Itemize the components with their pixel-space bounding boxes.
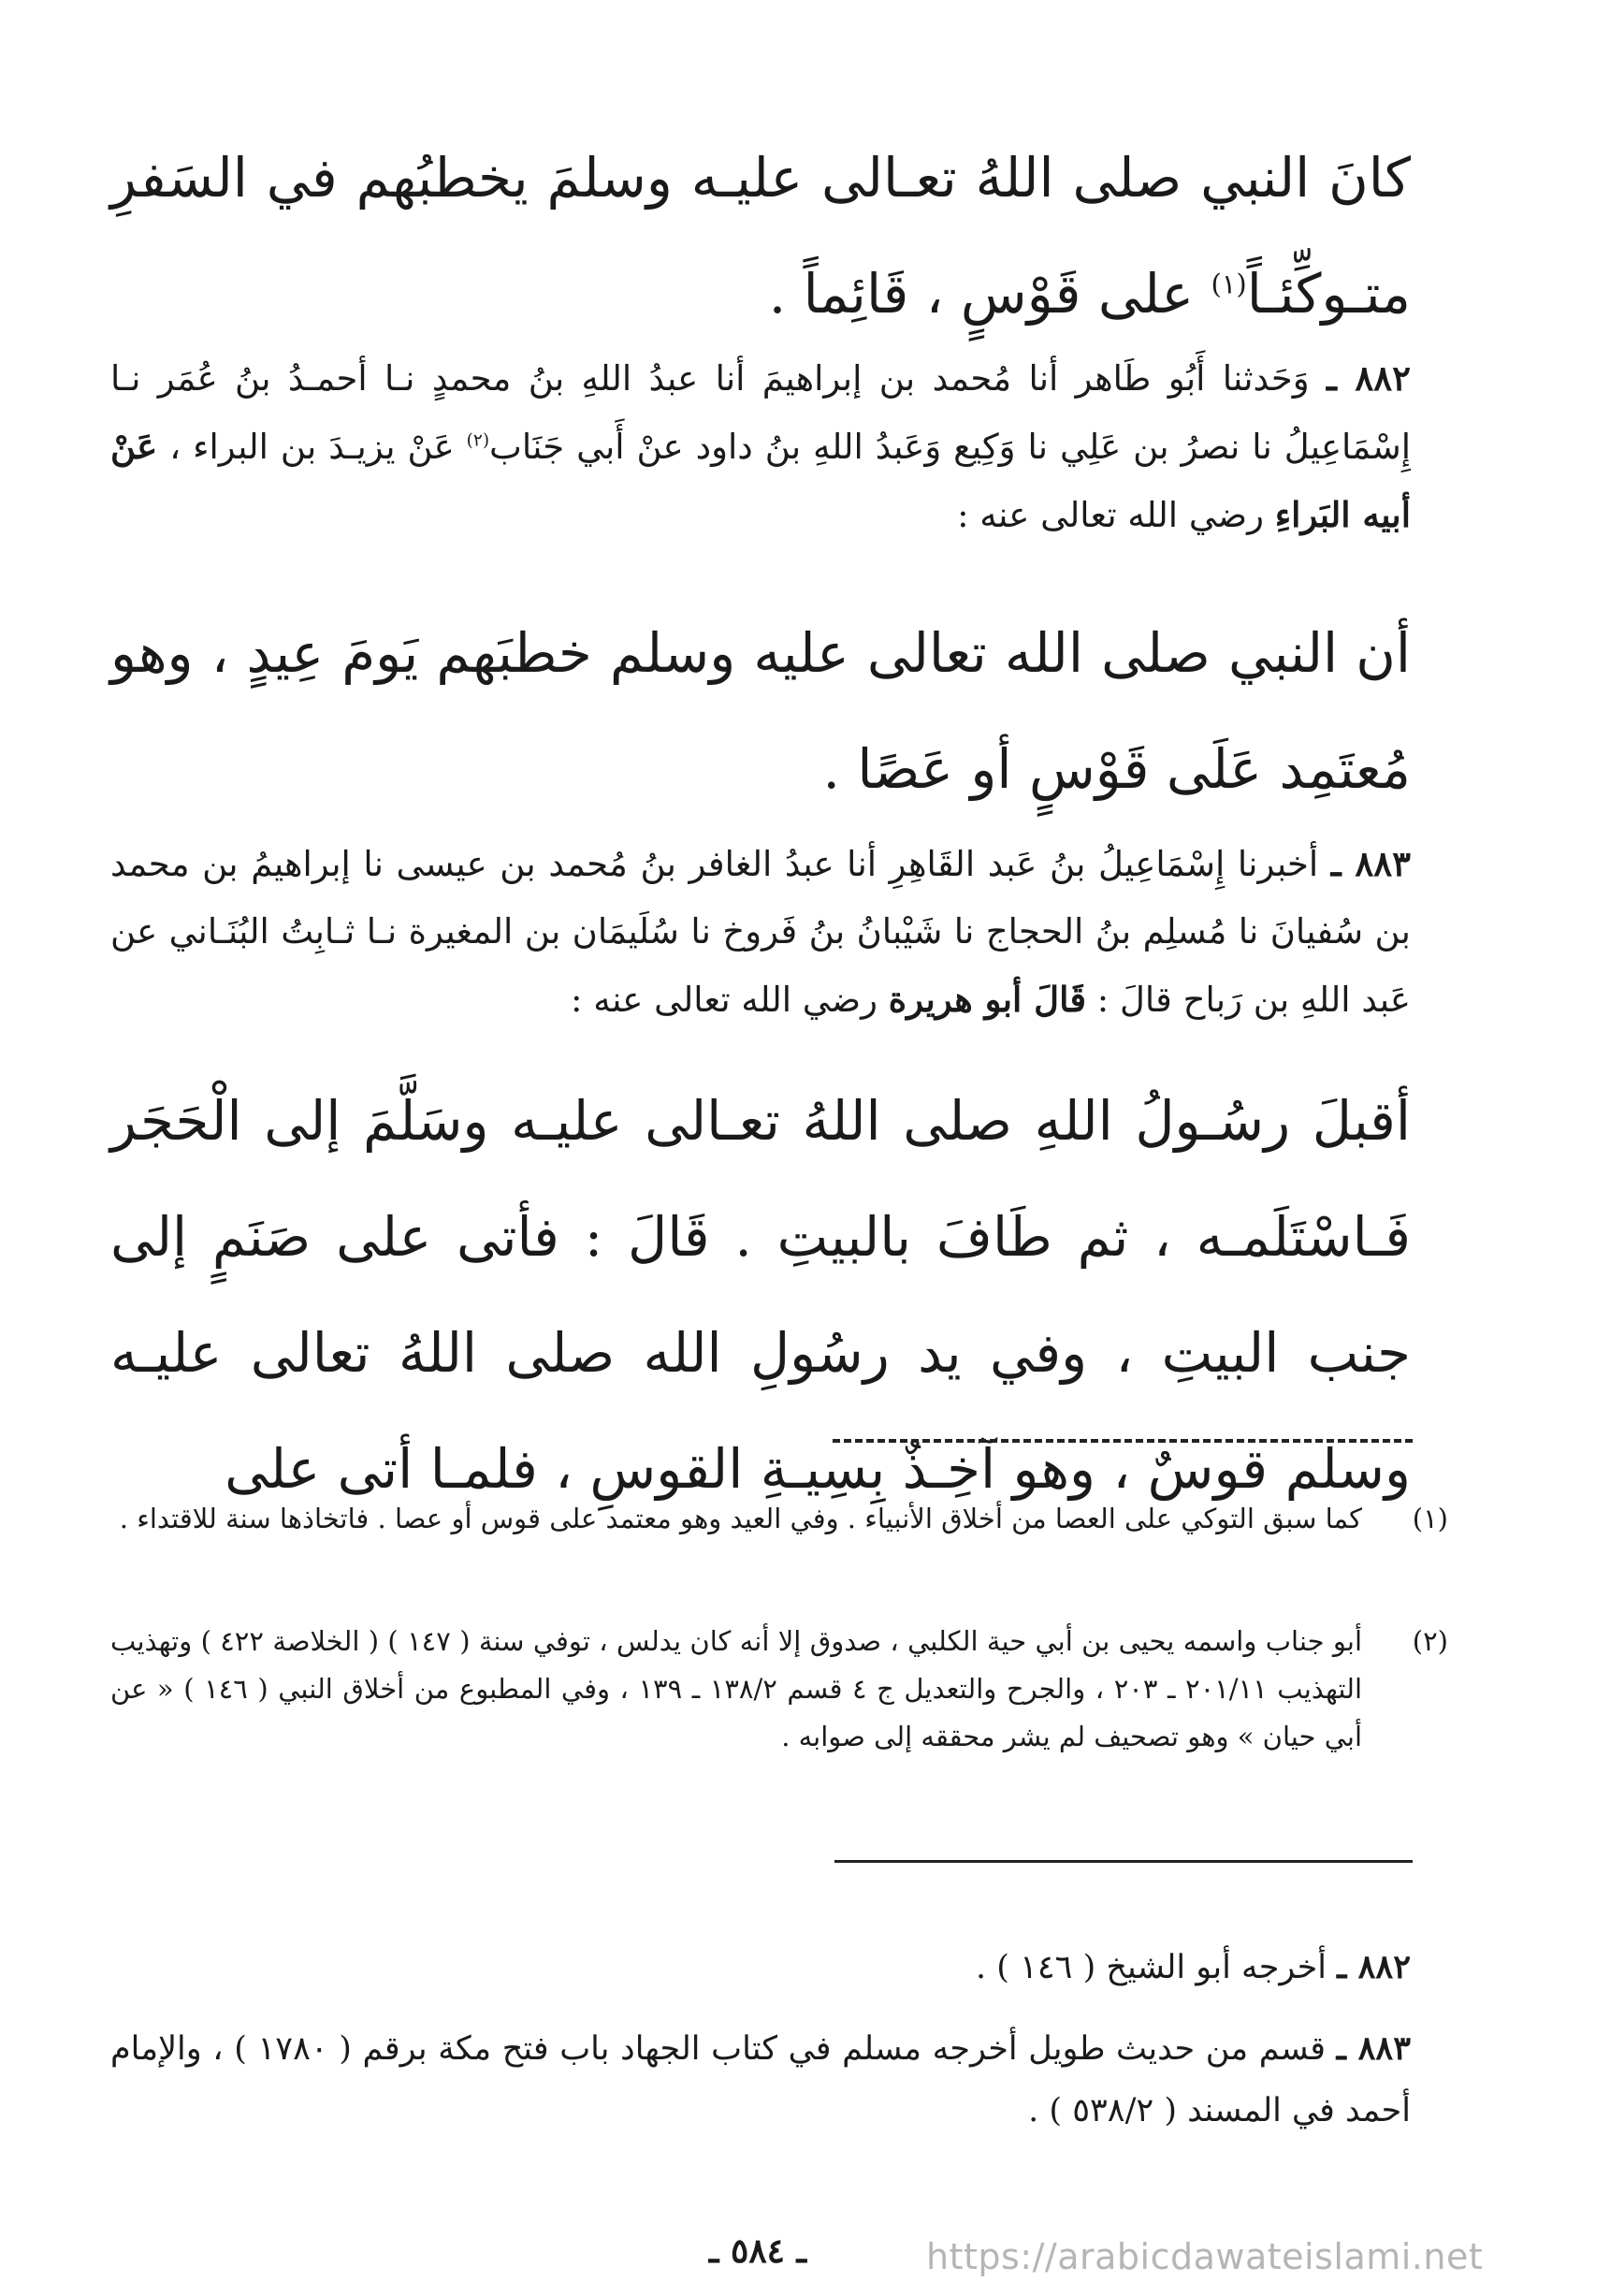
hadith-text-part: كانَ النبي صلى اللهُ تعـالى عليـه وسلمَ يخطبُهم في السَفرِ متـوكِّئـاً [110,146,1411,326]
isnad-text: أخبرنا إِسْمَاعِيلُ بنُ عَبد القَاهِرِ أنا عبدُ الغافر بنُ مُحمد بن عيسى نا إبراهيمُ بن محمد بن سُفيانَ نا مُسلِم بنُ الحجاج نا شَيْبانُ بنُ فَروخ نا سُلَيمَان بن المغيرة نـا ثـابِتُ البُنَـاني عن عَبد اللهِ بن رَباح قالَ : [110,844,1411,1020]
hadith-text-883: أقبلَ رسُـولُ اللهِ صلى اللهُ تعـالى عليـه وسَلَّمَ إلى الْحَجَر فَـاسْتَلَمـه ، ثم طَافَ بالبيتِ . قَالَ : فأتى على صَنَمٍ إلى جنب البيتِ ، وفي يد رسُولِ الله صلى اللهُ تعالى عليـه وسلم قوسٌ ، وهو آخِـذٌ بِسِيـةِ القوسِ ، فلمـا أتى على [110,1089,1411,1501]
hadith-number: ٨٨٣ ـ [1330,843,1411,884]
hadith-number: ٨٨٢ ـ [1337,1948,1411,1986]
hadith-number: ٨٨٣ ـ [1336,2029,1411,2068]
isnad-883 [110,830,1411,1034]
narrator-name: قَالَ أبو هريرة [888,979,1087,1020]
narrator-name: عَنْ أبيه البَراءِ [110,426,1411,535]
takhrij-text: أخرجه أبو الشيخ ( ١٤٦ ) . [976,1949,1338,1986]
takhrij-separator [834,1860,1413,1863]
hadith-text-882: أن النبي صلى الله تعالى عليه وسلم خطبَهم يَومَ عِيدٍ ، وهو مُعتَمِد عَلَى قَوْسٍ أو عَصًا . [110,621,1411,801]
isnad-text: وَحَدثنا أَبُو طَاهر أنا مُحمد بن إبراهيمَ أنا عبدُ اللهِ بنُ محمدٍ نـا أحمـدُ بنُ عُمَر نـا إِسْمَاعِيلُ نا نصرُ بن عَلِي نا وَكِيع وَعَبدُ اللهِ بنُ داود عنْ أَبي جَنَاب [110,358,1411,467]
footnote-ref-1: (١) [1211,268,1247,300]
footnote-1 [110,1495,1448,1543]
footnote-text: كما سبق التوكي على العصا من أخلاق الأنبياء . وفي العيد وهو معتمد على قوس أو عصا . فاتخاذها سنة للاقتداء . [119,1503,1362,1534]
hadith-number: ٨٨٢ ـ [1327,357,1411,399]
footnote-ref-2: (٢) [466,430,490,451]
takhrij-text: قسم من حديث طويل أخرجه مسلم في كتاب الجهاد باب فتح مكة برقم ( ١٧٨٠ ) ، والإمام أحمد في المسند ( ٥٣٨/٢ ) . [110,2030,1411,2129]
isnad-text: عَنْ يزيـدَ بن البراء ، [157,427,467,467]
page-number: ـ ٥٨٤ ـ [708,2231,807,2271]
takhrij-883 [110,2018,1411,2142]
footnote-mark: (١) [1412,1503,1448,1534]
footnote-mark: (٢) [1412,1625,1448,1657]
footnote-2 [110,1618,1448,1761]
isnad-text: رضي الله تعالى عنه : [957,495,1275,535]
isnad-text: رضي الله تعالى عنه : [571,980,889,1020]
isnad-882 [110,344,1411,549]
hadith-text-part: على قَوْسٍ ، قَائِماً . [768,262,1211,326]
footnote-text: أبو جناب واسمه يحيى بن أبي حية الكلبي ، صدوق إلا أنه كان يدلس ، توفي سنة ( ١٤٧ ) ( الخلاصة ٤٢٢ ) وتهذيب التهذيب ٢٠١/١١ ـ ٢٠٣ ، والجرح والتعديل ج ٤ قسم ١٣٨/٢ ـ ١٣٩ ، وفي المطبوع من أخلاق النبي ( ١٤٦ ) « عن أبي حيان » وهو تصحيف لم يشر محققه إلى صوابه . [110,1625,1363,1752]
takhrij-882 [110,1937,1411,1998]
watermark-url: https://arabicdawateislami.net [926,2236,1484,2277]
hadith-text-top [110,120,1411,352]
footnote-separator [833,1439,1413,1443]
